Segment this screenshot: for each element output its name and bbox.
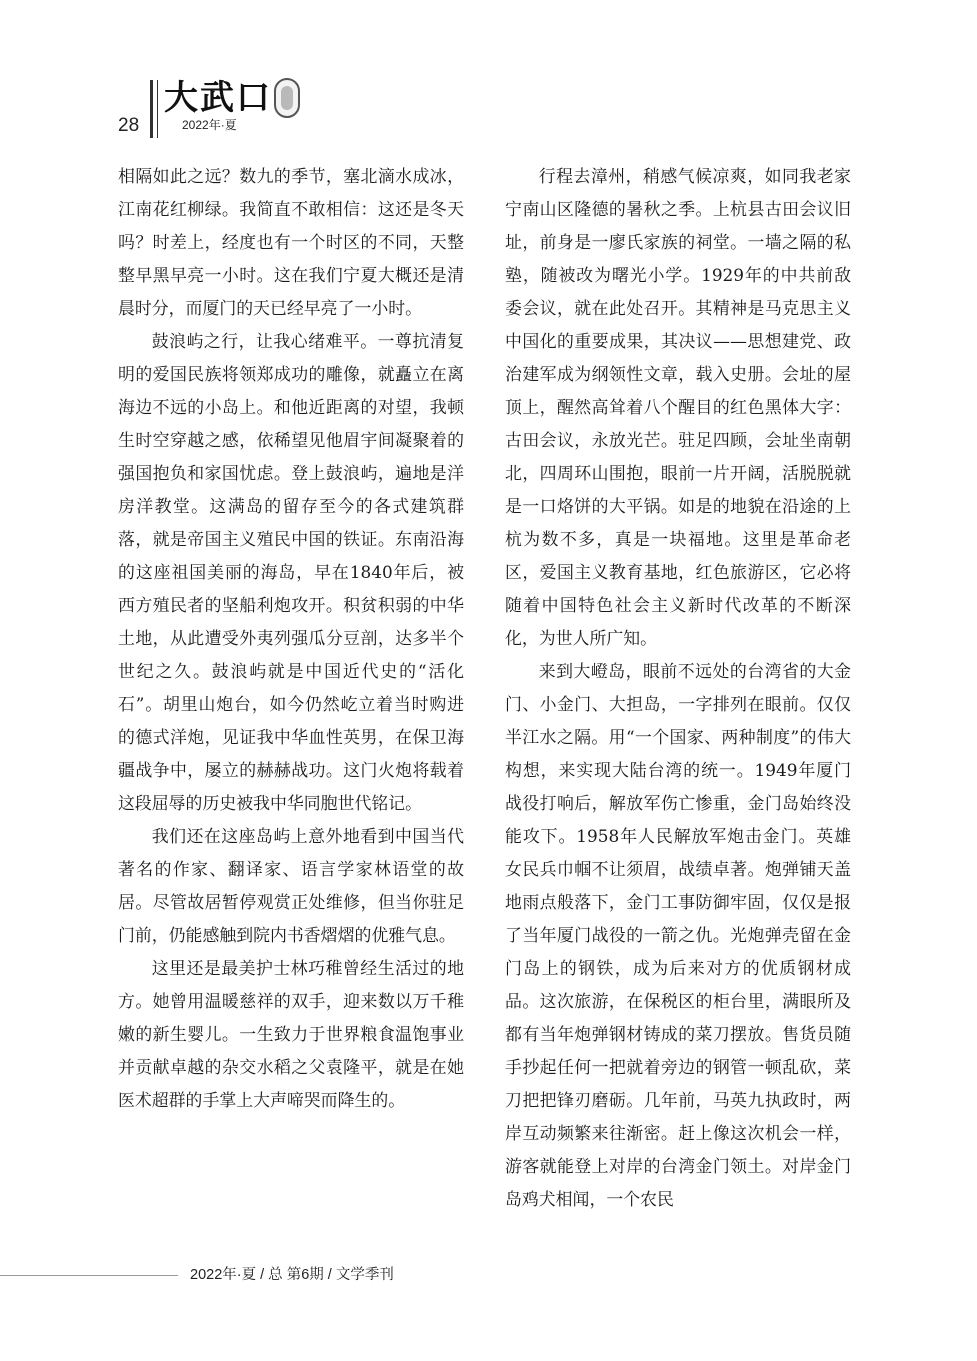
issue-label: 2022年·夏	[182, 118, 237, 132]
paragraph: 行程去漳州，稍感气候凉爽，如同我老家宁南山区隆德的暑秋之季。上杭县古田会议旧址，前身是一廖氏家族的祠堂。一墙之隔的私塾，随被改为曙光小学。1929年的中共前敌委会议，就在此处召开。其精神是马克思主义中国化的重要成果，其决议——思想建党、政治建军成为纲领性文章，载入史册。会址的屋顶上，醒然高耸着八个醒目的红色黑体大字：古田会议，永放光芒。驻足四顾，会址坐南朝北，四周环山围抱，眼前一片开阔，活脱脱就是一口烙饼的大平锅。如是的地貌在沿途的上杭为数不多，真是一块福地。这里是革命老区，爱国主义教育基地，红色旅游区，它必将随着中国特色社会主义新时代改革的不断深化，为世人所广知。	[505, 166, 851, 648]
header-rule-thin	[157, 80, 158, 138]
paragraph: 鼓浪屿之行，让我心绪难平。一尊抗清复明的爱国民族将领郑成功的雕像，就矗立在离海边不远的小岛上。和他近距离的对望，我顿生时空穿越之感，依稀望见他眉宇间凝聚着的强国抱负和家国忧虑。登上鼓浪屿，遍地是洋房洋教堂。这满岛的留存至今的各式建筑群落，就是帝国主义殖民中国的铁证。东南沿海的这座祖国美丽的海岛，早在1840年后，被西方殖民者的坚船利炮攻开。积贫积弱的中华土地，从此遭受外夷列强瓜分豆剖，达多半个世纪之久。鼓浪屿就是中国近代史的“活化石”。胡里山炮台，如今仍然屹立着当时购进的德式洋炮，见证我中华血性英男，在保卫海疆战争中，屡立的赫赫战功。这门火炮将载着这段屈辱的历史被我中华同胞世代铭记。	[118, 331, 464, 813]
paragraph-continued: 相隔如此之远？数九的季节，塞北滴水成冰，江南花红柳绿。我简直不敢相信：这还是冬天吗？时差上，经度也有一个时区的不同，天整整早黑早亮一小时。这在我们宁夏大概还是清晨时分，而厦门的天已经早亮了一小时。	[118, 166, 464, 318]
page-header	[112, 78, 412, 140]
paragraph: 来到大嶝岛，眼前不远处的台湾省的大金门、小金门、大担岛，一字排列在眼前。仅仅半江水之隔。用“一个国家、两种制度”的伟大构想，来实现大陆台湾的统一。1949年厦门战役打响后，解放军伤亡惨重，金门岛始终没能攻下。1958年人民解放军炮击金门。英雄女民兵巾帼不让须眉，战绩卓著。炮弹铺天盖地雨点般落下，金门工事防御牢固，仅仅是报了当年厦门战役的一箭之仇。光炮弹壳留在金门岛上的钢铁，成为后来对方的优质钢材成品。这次旅游，在保税区的柜台里，满眼所及都有当年炮弹钢材铸成的菜刀摆放。售货员随手抄起任何一把就着旁边的钢管一顿乱砍，菜刀把把锋刃磨砺。几年前，马英九执政时，两岸互动频繁来往渐密。赶上像这次机会一样，游客就能登上对岸的台湾金门领土。对岸金门岛鸡犬相闻，一个农民	[505, 661, 851, 1209]
paragraph: 这里还是最美护士林巧稚曾经生活过的地方。她曾用温暖慈祥的双手，迎来数以万千稚嫩的新生婴儿。一生致力于世界粮食温饱事业并贡献卓越的杂交水稻之父袁隆平，就是在她医术超群的手掌上大声啼哭而降生的。	[118, 958, 464, 1110]
paragraph: 我们还在这座岛屿上意外地看到中国当代著名的作家、翻译家、语言学家林语堂的故居。尽管故居暂停观赏正处维修，但当你驻足门前，仍能感触到院内书香熠熠的优雅气息。	[118, 826, 464, 945]
magazine-logo: 大武口	[164, 78, 272, 118]
footer-rule	[0, 1275, 178, 1276]
right-column	[505, 160, 851, 1216]
footer-issue-info: 2022年·夏 / 总 第6期 / 文学季刊	[190, 1267, 394, 1283]
page-number: 28	[118, 115, 140, 136]
seal-stamp-icon	[274, 78, 300, 118]
left-column	[118, 160, 464, 1117]
header-rule-thick	[150, 80, 153, 138]
